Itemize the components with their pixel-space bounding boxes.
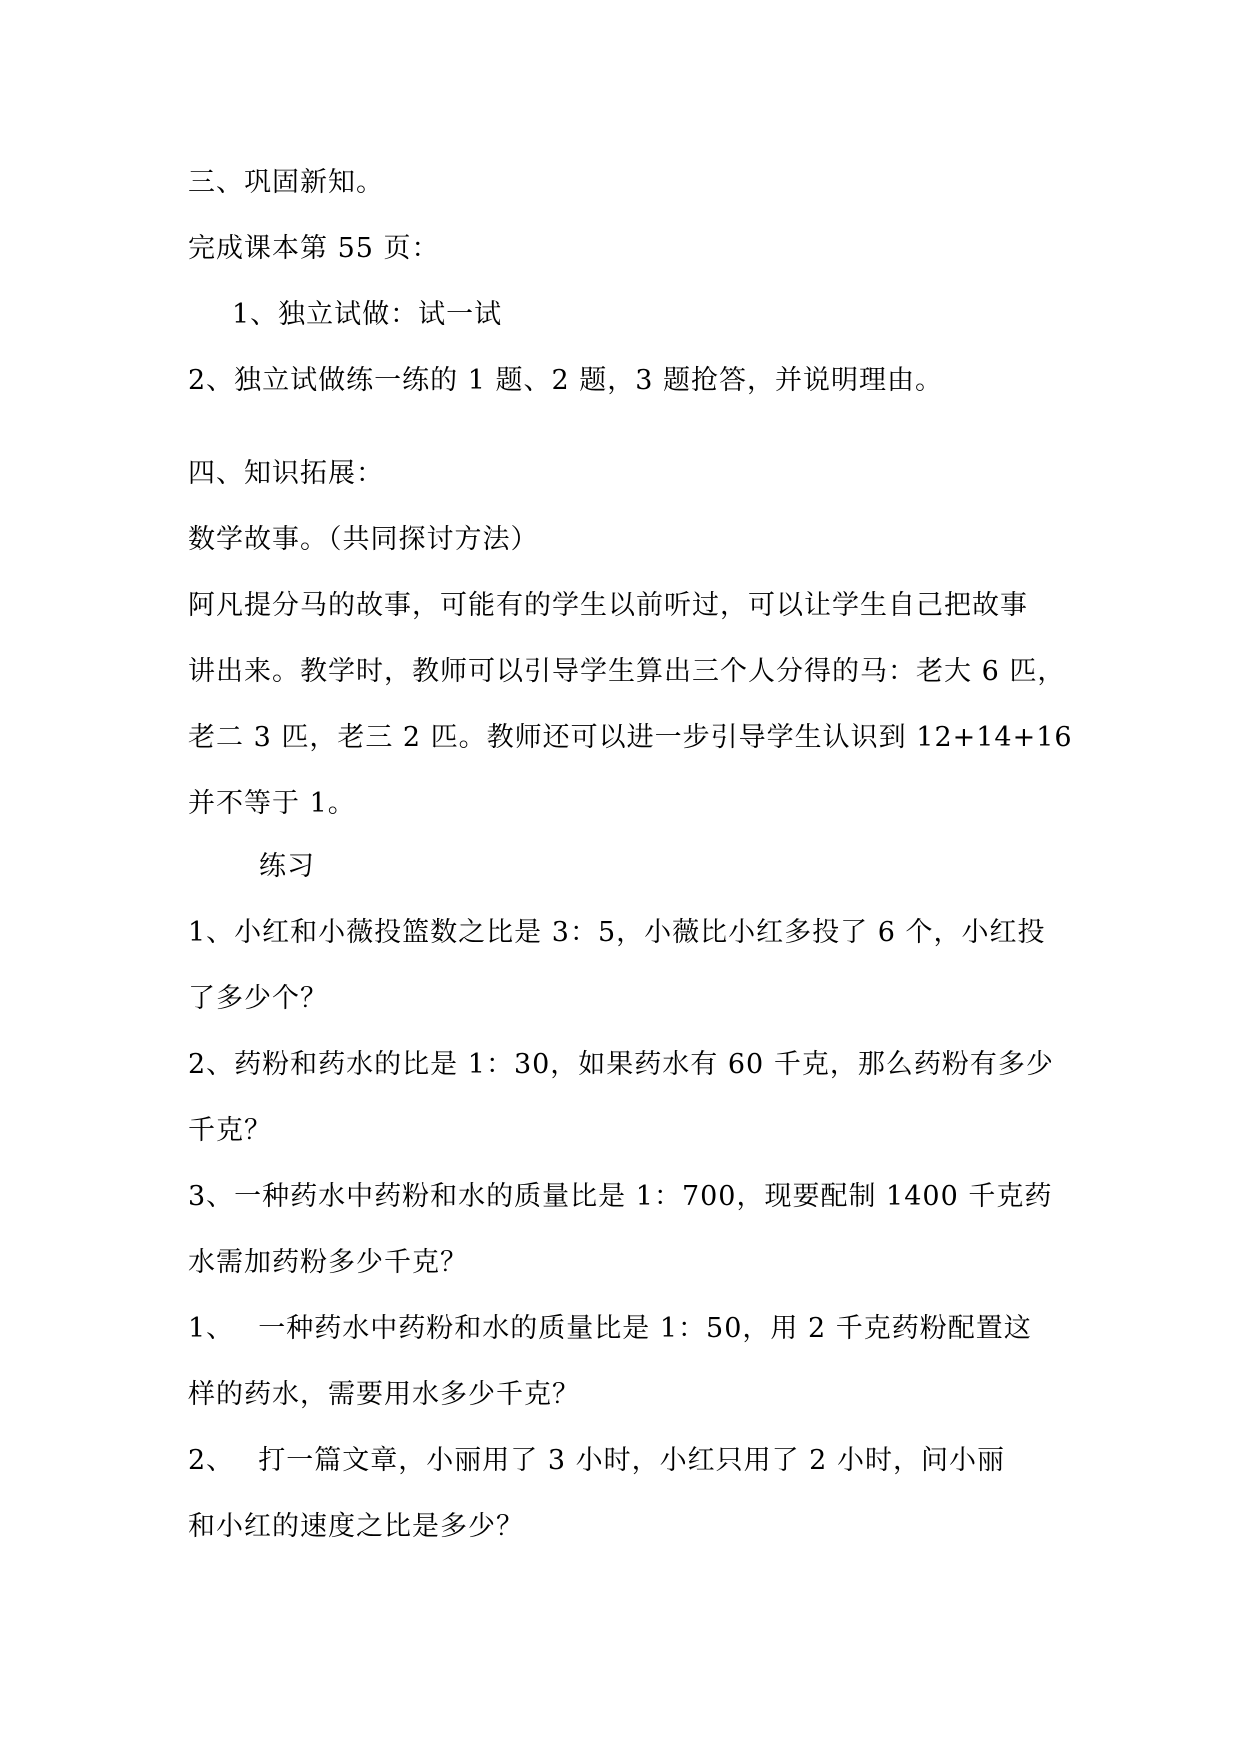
- practice-question-line: 1、 一种药水中药粉和水的质量比是 1：50，用 2 千克药粉配置这: [188, 1313, 1032, 1344]
- practice-question-line: 3、一种药水中药粉和水的质量比是 1：700，现要配制 1400 千克药: [188, 1181, 1053, 1212]
- story-paragraph-line: 并不等于 1。: [188, 788, 356, 819]
- practice-question-line: 2、药粉和药水的比是 1：30，如果药水有 60 千克，那么药粉有多少: [188, 1049, 1054, 1080]
- section4-subtitle: 数学故事。（共同探讨方法）: [188, 524, 539, 555]
- story-paragraph-line: 讲出来。教学时，教师可以引导学生算出三个人分得的马：老大 6 匹，: [188, 656, 1066, 687]
- story-paragraph-line: 阿凡提分马的故事，可能有的学生以前听过，可以让学生自己把故事: [188, 590, 1028, 621]
- section4-heading: 四、知识拓展：: [188, 458, 384, 489]
- practice-question-line: 和小红的速度之比是多少？: [188, 1511, 524, 1542]
- section3-intro: 完成课本第 55 页：: [188, 233, 440, 264]
- section3-heading: 三、巩固新知。: [188, 167, 384, 198]
- practice-question-line: 千克？: [188, 1115, 272, 1146]
- practice-question-line: 样的药水，需要用水多少千克？: [188, 1379, 580, 1410]
- practice-question-line: 2、 打一篇文章，小丽用了 3 小时，小红只用了 2 小时，问小丽: [188, 1445, 1005, 1476]
- practice-question-line: 了多少个？: [188, 983, 328, 1014]
- story-paragraph-line: 老二 3 匹，老三 2 匹。教师还可以进一步引导学生认识到 12+14+16: [188, 722, 1073, 753]
- practice-question-line: 1、小红和小薇投篮数之比是 3：5，小薇比小红多投了 6 个，小红投: [188, 917, 1046, 948]
- section3-item-2: 2、独立试做练一练的 1 题、2 题，3 题抢答，并说明理由。: [188, 365, 944, 396]
- practice-question-line: 水需加药粉多少千克？: [188, 1247, 468, 1278]
- section3-item-1: 1、独立试做：试一试: [232, 299, 503, 330]
- practice-heading: 练习: [259, 851, 315, 882]
